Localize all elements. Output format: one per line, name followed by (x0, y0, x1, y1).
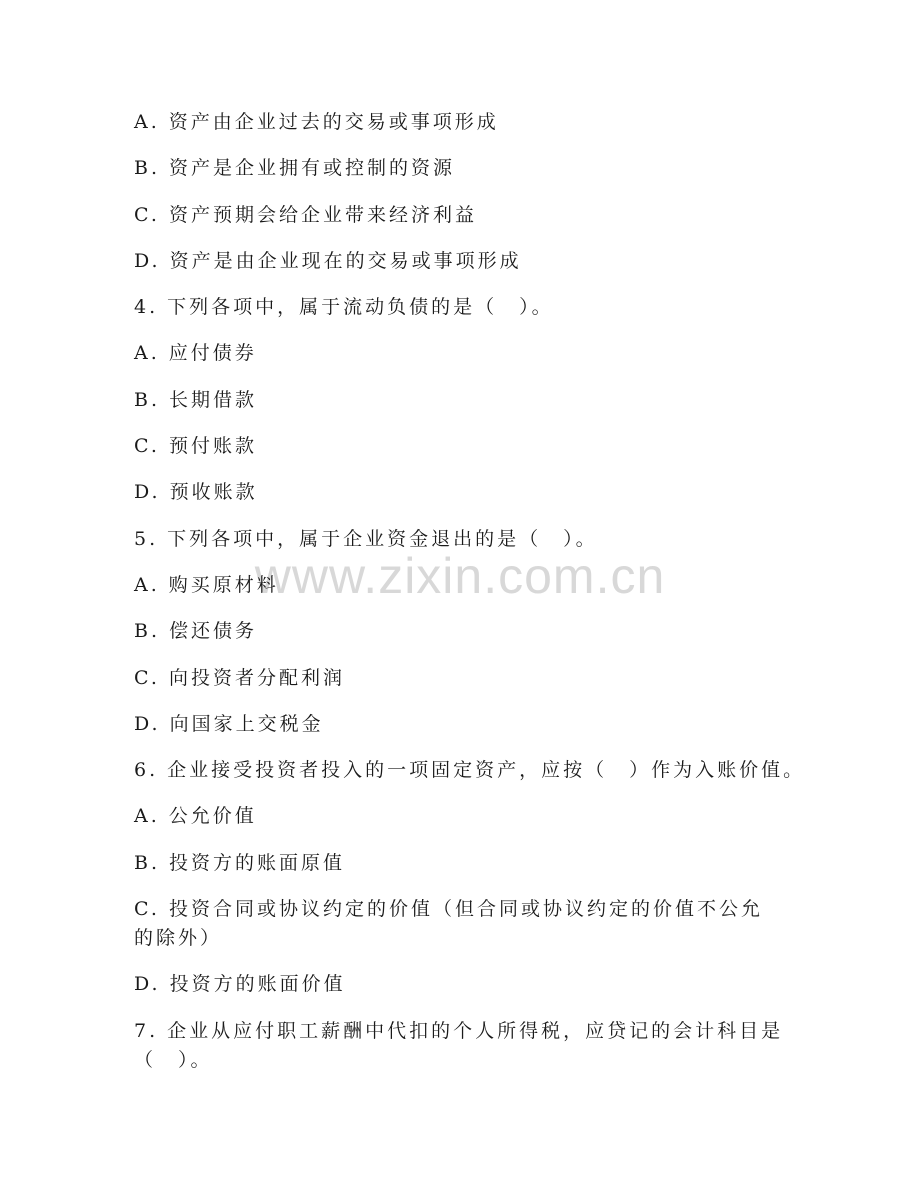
option-c-q3: C. 资产预期会给企业带来经济利益 (134, 203, 477, 226)
option-d-q4: D. 预收账款 (134, 481, 258, 504)
option-b-q4: B. 长期借款 (134, 388, 258, 411)
option-d-q5: D. 向国家上交税金 (134, 712, 324, 735)
option-c-q4: C. 预付账款 (134, 435, 257, 458)
option-d-q3: D. 资产是由企业现在的交易或事项形成 (134, 249, 522, 272)
question-4: 4. 下列各项中，属于流动负债的是（ ）。 (134, 296, 554, 319)
option-a-q5: A. 购买原材料 (134, 573, 279, 596)
option-a-q6: A. 公允价值 (134, 805, 257, 828)
option-b-q6: B. 投资方的账面原值 (134, 851, 346, 874)
question-7: 7. 企业从应付职工薪酬中代扣的个人所得税，应贷记的会计科目是（ ）。 (134, 1019, 784, 1071)
watermark: www.zixin.com.cn (254, 548, 666, 604)
option-c-q6: C. 投资合同或协议约定的价值（但合同或协议约定的价值不公允的除外） (134, 898, 763, 950)
question-6: 6. 企业接受投资者投入的一项固定资产，应按（ ）作为入账价值。 (134, 759, 806, 782)
option-a-q4: A. 应付债券 (134, 342, 257, 365)
option-b-q3: B. 资产是企业拥有或控制的资源 (134, 157, 456, 180)
option-c-q5: C. 向投资者分配利润 (134, 666, 345, 689)
option-b-q5: B. 偿还债务 (134, 620, 258, 643)
question-5: 5. 下列各项中，属于企业资金退出的是（ ）。 (134, 527, 598, 550)
option-a-q3: A. 资产由企业过去的交易或事项形成 (134, 111, 499, 133)
option-d-q6: D. 投资方的账面价值 (134, 973, 346, 996)
question-text (134, 108, 806, 1092)
